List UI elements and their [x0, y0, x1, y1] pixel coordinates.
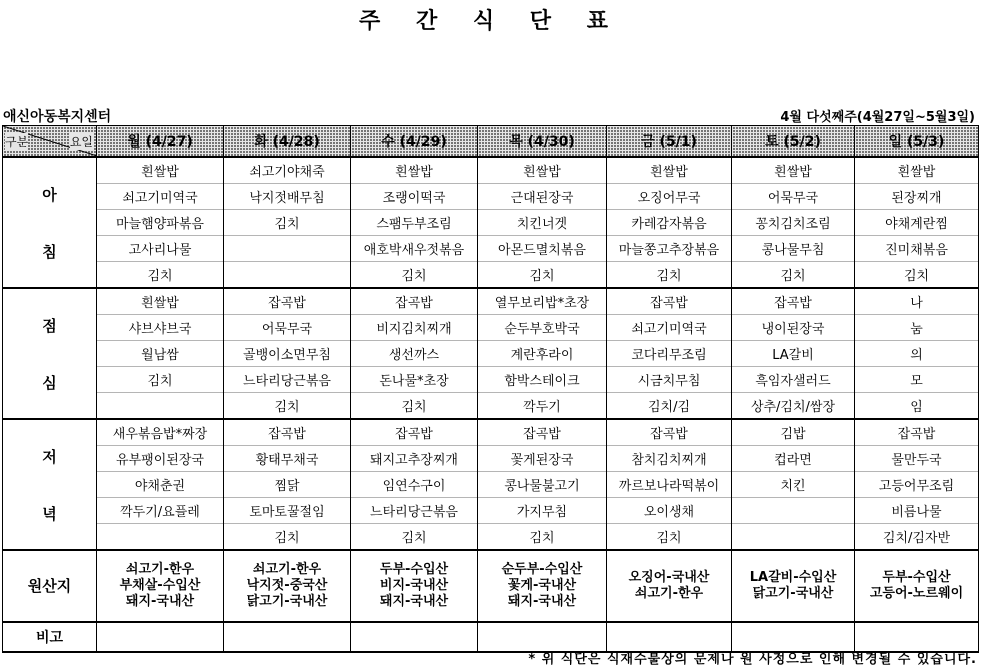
- menu-item: 돼지고추장찌개: [351, 446, 478, 472]
- corner-label-day: 요일: [69, 135, 93, 149]
- menu-item: 낙지젓배무침: [224, 184, 351, 210]
- menu-item: 쇠고기미역국: [97, 184, 224, 210]
- origin-cell: [97, 550, 224, 622]
- menu-item: 느타리당근볶음: [351, 498, 478, 524]
- menu-item: 황태무채국: [224, 446, 351, 472]
- week-label: 4월 다섯째주(4월27일~5월3일): [780, 110, 975, 125]
- day-header: 화 (4/28): [224, 126, 351, 158]
- menu-row: [3, 210, 979, 236]
- menu-item: 야채계란찜: [855, 210, 979, 236]
- note-cell: [224, 622, 351, 652]
- menu-item: 김치: [97, 367, 224, 393]
- menu-item: 흑임자샐러드: [732, 367, 855, 393]
- origin-cell: [478, 550, 607, 622]
- meal-label-char: 점: [42, 316, 57, 335]
- menu-item: 골뱅이소면무침: [224, 341, 351, 367]
- day-header: 수 (4/29): [351, 126, 478, 158]
- menu-item: 김치: [607, 262, 732, 289]
- menu-item: 흰쌀밥: [855, 157, 979, 184]
- origin-line: 두부-수입산: [882, 570, 951, 585]
- origin-line: LA갈비-수입산: [749, 570, 837, 585]
- menu-item: 김치: [224, 210, 351, 236]
- menu-item: 진미채볶음: [855, 236, 979, 262]
- meal-label-char: 아: [42, 185, 57, 204]
- menu-item: 꽃게된장국: [478, 446, 607, 472]
- menu-row: [3, 446, 979, 472]
- menu-item: [224, 236, 351, 262]
- menu-item: 참치김치찌개: [607, 446, 732, 472]
- menu-item: [224, 262, 351, 289]
- menu-item: 잡곡밥: [855, 419, 979, 446]
- menu-item: 깍두기: [478, 393, 607, 420]
- origin-cell: [855, 550, 979, 622]
- menu-row: [3, 472, 979, 498]
- menu-item: 찜닭: [224, 472, 351, 498]
- menu-item: 나: [855, 288, 979, 315]
- menu-item: 어묵무국: [732, 184, 855, 210]
- menu-item: 잡곡밥: [478, 419, 607, 446]
- menu-item: 물만두국: [855, 446, 979, 472]
- menu-item: 흰쌀밥: [478, 157, 607, 184]
- menu-item: 쇠고기야채죽: [224, 157, 351, 184]
- menu-item: 샤브샤브국: [97, 315, 224, 341]
- menu-item: 김치: [855, 262, 979, 289]
- menu-item: 꽁치김치조림: [732, 210, 855, 236]
- menu-row: [3, 393, 979, 420]
- origin-line: 고등어-노르웨이: [869, 586, 964, 601]
- menu-item: 컵라면: [732, 446, 855, 472]
- menu-item: 함박스테이크: [478, 367, 607, 393]
- menu-item: 코다리무조림: [607, 341, 732, 367]
- origin-line: 돼지-국내산: [507, 594, 577, 609]
- menu-item: 흰쌀밥: [351, 157, 478, 184]
- center-name: 애신아동복지센터: [3, 109, 112, 125]
- menu-item: 의: [855, 341, 979, 367]
- menu-item: 시금치무침: [607, 367, 732, 393]
- origin-line: 부채살-수입산: [119, 578, 201, 593]
- menu-item: 어묵무국: [224, 315, 351, 341]
- menu-item: 임연수구이: [351, 472, 478, 498]
- meal-label-char: 침: [42, 242, 57, 261]
- menu-item: 김치: [351, 262, 478, 289]
- menu-item: LA갈비: [732, 341, 855, 367]
- origin-cell: [224, 550, 351, 622]
- menu-item: 눔: [855, 315, 979, 341]
- menu-item: 조랭이떡국: [351, 184, 478, 210]
- menu-item: 비름나물: [855, 498, 979, 524]
- menu-item: 김치/김자반: [855, 524, 979, 551]
- menu-table: [2, 125, 979, 653]
- origin-cell: [732, 550, 855, 622]
- meal-label: [3, 419, 97, 550]
- origin-line: 비지-국내산: [379, 578, 449, 593]
- meal-label-char: 녁: [42, 504, 57, 523]
- menu-item: 김치: [732, 262, 855, 289]
- menu-item: 잡곡밥: [732, 288, 855, 315]
- menu-row: [3, 367, 979, 393]
- menu-item: 계란후라이: [478, 341, 607, 367]
- note-cell: [351, 622, 478, 652]
- menu-item: 김치: [478, 524, 607, 551]
- menu-item: 월남쌈: [97, 341, 224, 367]
- note-label: 비고: [3, 622, 97, 652]
- menu-item: 비지김치찌개: [351, 315, 478, 341]
- menu-item: 임: [855, 393, 979, 420]
- menu-row: [3, 184, 979, 210]
- menu-item: 아몬드멸치볶음: [478, 236, 607, 262]
- menu-item: 흰쌀밥: [97, 288, 224, 315]
- menu-item: 김치: [224, 393, 351, 420]
- menu-item: 김밥: [732, 419, 855, 446]
- menu-item: 고사리나물: [97, 236, 224, 262]
- menu-row: [3, 419, 979, 446]
- menu-item: 유부팽이된장국: [97, 446, 224, 472]
- menu-item: 콩나물불고기: [478, 472, 607, 498]
- menu-item: 열무보리밥*초장: [478, 288, 607, 315]
- menu-row: [3, 341, 979, 367]
- menu-item: 냉이된장국: [732, 315, 855, 341]
- menu-item: 근대된장국: [478, 184, 607, 210]
- origin-line: 쇠고기-한우: [125, 562, 195, 577]
- menu-item: 토마토꿀절임: [224, 498, 351, 524]
- origin-cell: [607, 550, 732, 622]
- origin-row: [3, 550, 979, 622]
- note-cell: [97, 622, 224, 652]
- menu-item: 까르보나라떡볶이: [607, 472, 732, 498]
- menu-item: 야채춘권: [97, 472, 224, 498]
- menu-row: [3, 236, 979, 262]
- menu-item: 새우볶음밥*짜장: [97, 419, 224, 446]
- menu-item: 김치: [224, 524, 351, 551]
- menu-item: 콩나물무침: [732, 236, 855, 262]
- menu-item: 마늘햄양파볶음: [97, 210, 224, 236]
- menu-item: 오징어무국: [607, 184, 732, 210]
- footnote: * 위 식단은 식재수불상의 문제나 원 사정으로 인해 변경될 수 있습니다.: [528, 652, 977, 667]
- menu-item: 잡곡밥: [351, 419, 478, 446]
- origin-line: 닭고기-국내산: [752, 586, 834, 601]
- menu-row: [3, 315, 979, 341]
- day-header: 토 (5/2): [732, 126, 855, 158]
- menu-item: 쇠고기미역국: [607, 315, 732, 341]
- corner-header: [3, 126, 97, 158]
- origin-line: 닭고기-국내산: [246, 594, 328, 609]
- menu-row: [3, 157, 979, 184]
- menu-item: [97, 524, 224, 551]
- menu-item: 마늘쫑고추장볶음: [607, 236, 732, 262]
- menu-item: 순두부호박국: [478, 315, 607, 341]
- origin-line: 오징어-국내산: [628, 570, 710, 585]
- menu-item: 잡곡밥: [351, 288, 478, 315]
- menu-item: 잡곡밥: [607, 288, 732, 315]
- day-header: 일 (5/3): [855, 126, 979, 158]
- origin-line: 두부-수입산: [379, 562, 449, 577]
- menu-item: 된장찌개: [855, 184, 979, 210]
- origin-line: 돼지-국내산: [379, 594, 449, 609]
- menu-item: 가지무침: [478, 498, 607, 524]
- menu-item: 김치: [97, 262, 224, 289]
- origin-line: 낙지젓-중국산: [246, 578, 328, 593]
- origin-line: 돼지-국내산: [125, 594, 195, 609]
- header-row: [3, 126, 979, 158]
- menu-item: [732, 498, 855, 524]
- day-header: 금 (5/1): [607, 126, 732, 158]
- origin-line: 꽃게-국내산: [507, 578, 577, 593]
- meal-label: [3, 288, 97, 419]
- menu-row: [3, 524, 979, 551]
- menu-item: 깍두기/요플레: [97, 498, 224, 524]
- menu-item: 오이생채: [607, 498, 732, 524]
- menu-item: 김치/김: [607, 393, 732, 420]
- origin-label: 원산지: [3, 550, 97, 622]
- day-header: 월 (4/27): [97, 126, 224, 158]
- menu-item: 잡곡밥: [224, 288, 351, 315]
- menu-item: 느타리당근볶음: [224, 367, 351, 393]
- menu-item: 카레감자볶음: [607, 210, 732, 236]
- origin-cell: [351, 550, 478, 622]
- menu-item: 잡곡밥: [607, 419, 732, 446]
- menu-item: 김치: [607, 524, 732, 551]
- menu-item: 스팸두부조림: [351, 210, 478, 236]
- menu-item: 잡곡밥: [224, 419, 351, 446]
- menu-item: [97, 393, 224, 420]
- menu-item: 김치: [351, 524, 478, 551]
- menu-item: 고등어무조림: [855, 472, 979, 498]
- menu-item: 돈나물*초장: [351, 367, 478, 393]
- menu-row: [3, 262, 979, 289]
- origin-line: 쇠고기-한우: [252, 562, 322, 577]
- menu-item: 상추/김치/쌈장: [732, 393, 855, 420]
- menu-item: 치킨: [732, 472, 855, 498]
- menu-item: 치킨너겟: [478, 210, 607, 236]
- menu-row: [3, 498, 979, 524]
- menu-item: 흰쌀밥: [607, 157, 732, 184]
- meal-label-char: 저: [42, 447, 57, 466]
- menu-item: 애호박새우젓볶음: [351, 236, 478, 262]
- menu-item: 모: [855, 367, 979, 393]
- page-title: 주 간 식 단 표: [359, 9, 622, 34]
- menu-item: 생선까스: [351, 341, 478, 367]
- menu-item: 김치: [351, 393, 478, 420]
- menu-item: 흰쌀밥: [732, 157, 855, 184]
- meal-label: [3, 157, 97, 288]
- menu-item: 김치: [478, 262, 607, 289]
- origin-line: 순두부-수입산: [501, 562, 583, 577]
- day-header: 목 (4/30): [478, 126, 607, 158]
- menu-row: [3, 288, 979, 315]
- origin-line: 쇠고기-한우: [634, 586, 704, 601]
- corner-label-category: 구분: [5, 135, 29, 149]
- menu-item: 흰쌀밥: [97, 157, 224, 184]
- meal-label-char: 심: [42, 373, 57, 392]
- menu-item: [732, 524, 855, 551]
